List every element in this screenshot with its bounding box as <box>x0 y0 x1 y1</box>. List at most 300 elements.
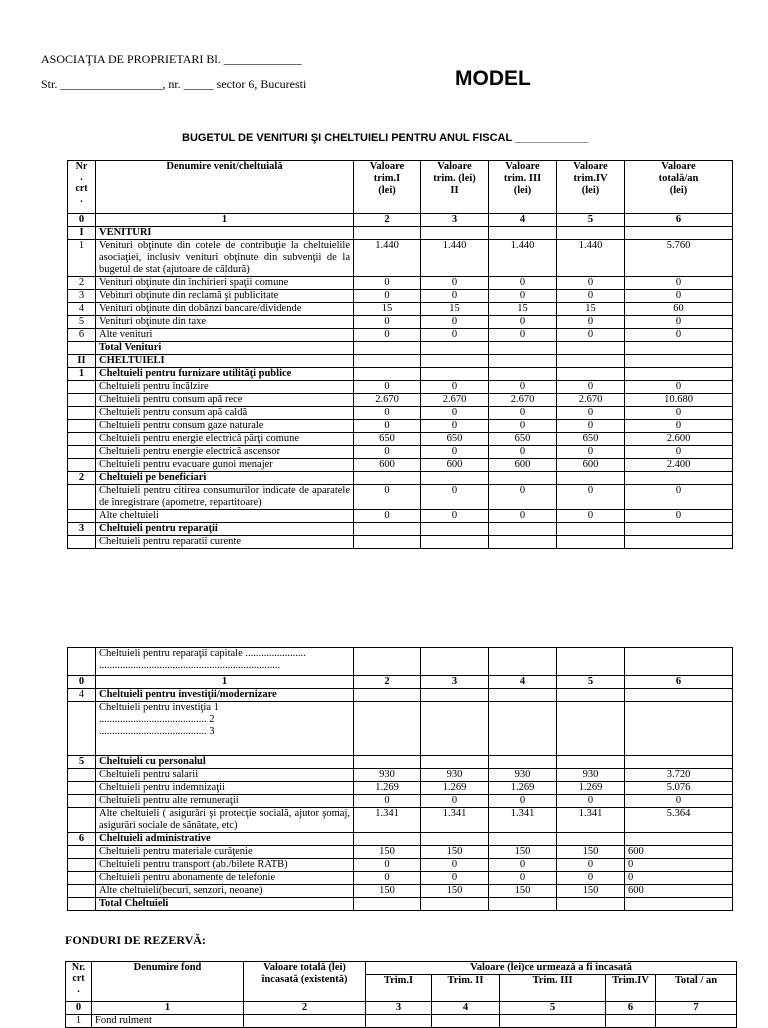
value-cell: 3.720 <box>625 769 733 782</box>
item-name: Venituri obţinute din dobânzi bancare/dividende <box>96 303 354 316</box>
header-q1: Valoare trim.I (lei) <box>354 161 421 214</box>
index-cell: 3 <box>366 1002 432 1015</box>
table-row <box>68 536 733 549</box>
nr-cell: 4 <box>68 303 96 316</box>
value-cell: 1.440 <box>354 240 421 277</box>
value-cell: 600 <box>489 459 557 472</box>
item-name: Alte cheltuieli(becuri, senzori, neoane) <box>96 885 354 898</box>
nr-cell: 1 <box>68 368 96 381</box>
table-row <box>68 689 733 702</box>
table-row <box>68 648 733 676</box>
value-cell: 930 <box>421 769 489 782</box>
funds-header-q1: Trim.I <box>366 975 432 1002</box>
funds-header-nr: Nr. crt . <box>66 962 92 1002</box>
value-cell: 0 <box>557 316 625 329</box>
index-cell: 5 <box>557 214 625 227</box>
value-cell: 1.341 <box>557 808 625 833</box>
value-cell: 650 <box>489 433 557 446</box>
value-cell: 5.364 <box>625 808 733 833</box>
nr-cell: 5 <box>68 756 96 769</box>
index-cell: 0 <box>66 1002 92 1015</box>
value-cell: 60 <box>625 303 733 316</box>
value-cell <box>625 689 733 702</box>
value-cell: 0 <box>557 859 625 872</box>
header-name: Denumire venit/cheltuială <box>96 161 354 214</box>
table-row <box>68 885 733 898</box>
value-cell <box>557 227 625 240</box>
funds-title: FONDURI DE REZERVĂ: <box>65 933 206 947</box>
value-cell: 0 <box>489 485 557 510</box>
item-name: Venituri obţinute din închirieri spaţii comune <box>96 277 354 290</box>
value-cell <box>557 472 625 485</box>
value-cell: 15 <box>557 303 625 316</box>
value-cell <box>354 756 421 769</box>
value-cell <box>354 536 421 549</box>
item-name: Cheltuieli administrative <box>96 833 354 846</box>
value-cell: 650 <box>557 433 625 446</box>
value-cell: 2.670 <box>421 394 489 407</box>
table-row <box>68 227 733 240</box>
value-cell <box>625 523 733 536</box>
value-cell <box>354 227 421 240</box>
value-cell <box>606 1015 656 1028</box>
value-cell <box>625 702 733 756</box>
value-cell: 0 <box>354 407 421 420</box>
value-cell <box>354 833 421 846</box>
value-cell: 150 <box>421 885 489 898</box>
value-cell <box>421 648 489 676</box>
item-name: Cheltuieli pentru abonamente de telefonie <box>96 872 354 885</box>
value-cell <box>489 368 557 381</box>
item-name: Cheltuieli pentru energie electrică părţi comune <box>96 433 354 446</box>
index-cell: 1 <box>92 1002 244 1015</box>
table-row <box>68 368 733 381</box>
nr-cell <box>68 536 96 549</box>
value-cell: 1.440 <box>489 240 557 277</box>
index-cell: 2 <box>354 214 421 227</box>
index-cell: 4 <box>489 214 557 227</box>
value-cell <box>625 898 733 911</box>
value-cell: 0 <box>421 872 489 885</box>
value-cell: 0 <box>421 446 489 459</box>
nr-cell: 2 <box>68 277 96 290</box>
index-cell: 4 <box>489 676 557 689</box>
nr-cell: 4 <box>68 689 96 702</box>
table-row <box>68 342 733 355</box>
value-cell <box>354 368 421 381</box>
value-cell: 600 <box>625 885 733 898</box>
value-cell: 0 <box>625 290 733 303</box>
value-cell <box>656 1015 737 1028</box>
value-cell: 1.440 <box>421 240 489 277</box>
value-cell <box>354 689 421 702</box>
value-cell: 150 <box>354 885 421 898</box>
value-cell: 0 <box>489 277 557 290</box>
nr-cell <box>68 702 96 756</box>
value-cell: 1.440 <box>557 240 625 277</box>
value-cell: 15 <box>489 303 557 316</box>
value-cell: 0 <box>557 420 625 433</box>
address-line: Str. _________________, nr. _____ sector 6, Bucuresti <box>41 77 307 91</box>
value-cell <box>421 523 489 536</box>
value-cell: 0 <box>354 290 421 303</box>
value-cell <box>354 355 421 368</box>
value-cell <box>354 898 421 911</box>
value-cell <box>421 898 489 911</box>
value-cell <box>489 227 557 240</box>
value-cell: 650 <box>354 433 421 446</box>
table-row <box>68 898 733 911</box>
value-cell: 1.269 <box>557 782 625 795</box>
index-cell: 0 <box>68 676 96 689</box>
value-cell <box>625 756 733 769</box>
index-cell: 6 <box>606 1002 656 1015</box>
investment-section-label: Cheltuieli pentru investiţii/modernizare <box>96 689 354 702</box>
value-cell <box>489 523 557 536</box>
value-cell: 0 <box>557 407 625 420</box>
value-cell <box>421 702 489 756</box>
value-cell <box>354 342 421 355</box>
value-cell: 5.760 <box>625 240 733 277</box>
value-cell <box>354 648 421 676</box>
nr-cell <box>68 433 96 446</box>
nr-cell <box>68 446 96 459</box>
item-name: Cheltuieli cu personalul <box>96 756 354 769</box>
value-cell <box>625 833 733 846</box>
nr-cell: II <box>68 355 96 368</box>
item-name: Alte cheltuieli ( asigurări şi protecţie socială, ajutor şomaj, asigurări sociale de sănătate, etc) <box>96 808 354 833</box>
index-cell: 1 <box>96 214 354 227</box>
table-row <box>68 702 733 756</box>
value-cell <box>421 355 489 368</box>
value-cell: 150 <box>421 846 489 859</box>
table-row <box>68 808 733 833</box>
value-cell <box>489 472 557 485</box>
budget-title: BUGETUL DE VENITURI ŞI CHELTUIELI PENTRU ANUL FISCAL ____________ <box>182 132 589 144</box>
value-cell: 0 <box>489 420 557 433</box>
value-cell <box>625 368 733 381</box>
value-cell: 1.341 <box>354 808 421 833</box>
item-name: Cheltuieli pentru reparaţii <box>96 523 354 536</box>
value-cell <box>557 689 625 702</box>
header-total: Valoare totală/an (lei) <box>625 161 733 214</box>
value-cell: 0 <box>625 329 733 342</box>
value-cell: 5.076 <box>625 782 733 795</box>
value-cell: 2.670 <box>557 394 625 407</box>
item-name: Venituri obţinute din cotele de contribuţie la cheltuielile asociaţiei, inclusiv venituri obţinute din subvenţii de la bugetul de stat (ajutoare de căldură) <box>96 240 354 277</box>
index-cell: 2 <box>244 1002 366 1015</box>
header-q3: Valoare trim. III (lei) <box>489 161 557 214</box>
value-cell: 2.400 <box>625 459 733 472</box>
nr-cell: 2 <box>68 472 96 485</box>
value-cell <box>432 1015 500 1028</box>
table-row <box>68 446 733 459</box>
value-cell: 0 <box>354 485 421 510</box>
value-cell: 0 <box>354 872 421 885</box>
value-cell: 0 <box>421 510 489 523</box>
value-cell <box>557 648 625 676</box>
value-cell: 930 <box>489 769 557 782</box>
value-cell: 1.341 <box>489 808 557 833</box>
value-cell: 0 <box>625 446 733 459</box>
funds-index-row <box>66 1002 737 1015</box>
nr-cell <box>68 510 96 523</box>
value-cell: 0 <box>557 872 625 885</box>
table-row <box>68 407 733 420</box>
value-cell <box>354 523 421 536</box>
value-cell <box>625 342 733 355</box>
index-cell: 6 <box>625 214 733 227</box>
value-cell <box>625 536 733 549</box>
value-cell <box>489 648 557 676</box>
item-name: Cheltuieli pentru indemnizaţii <box>96 782 354 795</box>
value-cell: 0 <box>421 329 489 342</box>
value-cell: 600 <box>625 846 733 859</box>
value-cell <box>557 756 625 769</box>
table-row <box>68 240 733 277</box>
nr-cell <box>68 795 96 808</box>
value-cell: 0 <box>557 446 625 459</box>
nr-cell: I <box>68 227 96 240</box>
value-cell: 0 <box>557 290 625 303</box>
item-name: Cheltuieli pentru încălzire <box>96 381 354 394</box>
value-cell: 0 <box>354 381 421 394</box>
table-row <box>68 833 733 846</box>
value-cell: 0 <box>354 420 421 433</box>
model-label: MODEL <box>455 67 531 90</box>
value-cell <box>421 756 489 769</box>
nr-cell <box>68 648 96 676</box>
table-row <box>68 329 733 342</box>
value-cell: 0 <box>625 420 733 433</box>
table-row <box>68 277 733 290</box>
item-name: VENITURI <box>96 227 354 240</box>
value-cell <box>421 689 489 702</box>
nr-cell <box>68 808 96 833</box>
value-cell <box>557 368 625 381</box>
value-cell <box>354 472 421 485</box>
table-row <box>68 859 733 872</box>
item-name: Alte cheltuieli <box>96 510 354 523</box>
value-cell <box>625 648 733 676</box>
index-cell: 4 <box>432 1002 500 1015</box>
header-nr-crt: Nr . crt . <box>68 161 96 214</box>
value-cell <box>500 1015 606 1028</box>
value-cell: 0 <box>354 795 421 808</box>
value-cell: 2.600 <box>625 433 733 446</box>
value-cell: 0 <box>489 329 557 342</box>
index-cell: 2 <box>354 676 421 689</box>
item-name: Total Cheltuieli <box>96 898 354 911</box>
value-cell <box>557 342 625 355</box>
nr-cell: 1 <box>68 240 96 277</box>
table-row <box>68 523 733 536</box>
value-cell: 0 <box>557 277 625 290</box>
value-cell: 150 <box>557 846 625 859</box>
value-cell: 2.670 <box>354 394 421 407</box>
value-cell: 0 <box>421 420 489 433</box>
capital-repairs-label: Cheltuieli pentru reparaţii capitale ....................... ..................................................................... <box>96 648 354 676</box>
value-cell: 0 <box>489 795 557 808</box>
value-cell <box>354 702 421 756</box>
value-cell: 150 <box>489 885 557 898</box>
index-cell: 5 <box>500 1002 606 1015</box>
value-cell: 10.680 <box>625 394 733 407</box>
nr-cell <box>68 769 96 782</box>
table-row <box>68 485 733 510</box>
value-cell <box>489 756 557 769</box>
value-cell <box>557 536 625 549</box>
table-row <box>68 290 733 303</box>
value-cell: 0 <box>625 485 733 510</box>
value-cell: 0 <box>489 381 557 394</box>
value-cell: 0 <box>625 510 733 523</box>
item-name: Venituri obţinute din taxe <box>96 316 354 329</box>
header-q4: Valoare trim.IV (lei) <box>557 161 625 214</box>
table-row <box>68 420 733 433</box>
value-cell <box>625 227 733 240</box>
nr-cell: 3 <box>68 290 96 303</box>
value-cell: 0 <box>625 795 733 808</box>
value-cell <box>489 702 557 756</box>
value-cell: 0 <box>489 872 557 885</box>
nr-cell: 6 <box>68 329 96 342</box>
association-line: ASOCIAŢIA DE PROPRIETARI Bl. _____________ <box>41 52 302 66</box>
table-row <box>68 303 733 316</box>
nr-cell <box>68 420 96 433</box>
table-row <box>68 872 733 885</box>
table-row <box>68 472 733 485</box>
item-name: Vebituri obţinute din reclamă şi publicitate <box>96 290 354 303</box>
value-cell <box>557 355 625 368</box>
value-cell <box>489 833 557 846</box>
investment-lines: Cheltuieli pentru investiţia 1 ......................................... 2 ......................................... 3 <box>96 702 354 756</box>
value-cell <box>421 472 489 485</box>
value-cell: 15 <box>421 303 489 316</box>
nr-cell: 5 <box>68 316 96 329</box>
value-cell <box>557 523 625 536</box>
index-cell: 7 <box>656 1002 737 1015</box>
item-name: Cheltuieli pentru salarii <box>96 769 354 782</box>
item-name: Cheltuieli pentru reparatii curente <box>96 536 354 549</box>
item-name: Cheltuieli pentru transport (ab./bilete RATB) <box>96 859 354 872</box>
value-cell: 930 <box>557 769 625 782</box>
value-cell <box>625 355 733 368</box>
table-row <box>66 1015 737 1028</box>
nr-cell <box>68 782 96 795</box>
header-q2: Valoare trim. (lei) II <box>421 161 489 214</box>
value-cell: 600 <box>557 459 625 472</box>
value-cell <box>421 833 489 846</box>
value-cell: 0 <box>354 510 421 523</box>
value-cell: 150 <box>354 846 421 859</box>
value-cell: 0 <box>557 485 625 510</box>
value-cell <box>421 227 489 240</box>
item-name: Cheltuieli pentru alte remuneraţii <box>96 795 354 808</box>
value-cell: 15 <box>354 303 421 316</box>
value-cell: 0 <box>557 329 625 342</box>
item-name: Cheltuieli pentru furnizare utilităţi publice <box>96 368 354 381</box>
value-cell: 150 <box>489 846 557 859</box>
value-cell <box>557 898 625 911</box>
value-cell: 930 <box>354 769 421 782</box>
nr-cell <box>68 898 96 911</box>
index-cell: 1 <box>96 676 354 689</box>
value-cell: 600 <box>421 459 489 472</box>
value-cell: 600 <box>354 459 421 472</box>
item-name: Cheltuieli pentru consum apă rece <box>96 394 354 407</box>
value-cell: 0 <box>557 381 625 394</box>
table-row <box>68 782 733 795</box>
value-cell <box>366 1015 432 1028</box>
fund-nr: 1 <box>66 1015 92 1028</box>
value-cell: 0 <box>421 290 489 303</box>
funds-header-total: Total / an <box>656 975 737 1002</box>
value-cell: 0 <box>354 329 421 342</box>
table-row <box>68 381 733 394</box>
index-cell: 6 <box>625 676 733 689</box>
nr-cell <box>68 885 96 898</box>
value-cell: 0 <box>625 872 733 885</box>
value-cell: 150 <box>557 885 625 898</box>
value-cell <box>557 702 625 756</box>
value-cell <box>489 342 557 355</box>
value-cell <box>421 536 489 549</box>
nr-cell <box>68 342 96 355</box>
nr-cell <box>68 846 96 859</box>
table-row <box>68 394 733 407</box>
value-cell: 1.341 <box>421 808 489 833</box>
value-cell: 0 <box>489 316 557 329</box>
item-name: Cheltuieli pe beneficiari <box>96 472 354 485</box>
item-name: CHELTUIELI <box>96 355 354 368</box>
nr-cell <box>68 859 96 872</box>
funds-header-total-collected: Valoare totală (lei) încasată (existentă) <box>244 962 366 1002</box>
table-row <box>68 756 733 769</box>
value-cell: 650 <box>421 433 489 446</box>
value-cell: 0 <box>557 510 625 523</box>
item-name: Cheltuieli pentru evacuare gunoi menajer <box>96 459 354 472</box>
value-cell <box>625 472 733 485</box>
table-row <box>68 510 733 523</box>
value-cell: 1.269 <box>354 782 421 795</box>
value-cell: 0 <box>421 859 489 872</box>
value-cell: 0 <box>489 859 557 872</box>
index-cell: 0 <box>68 214 96 227</box>
value-cell: 1.269 <box>421 782 489 795</box>
nr-cell <box>68 407 96 420</box>
value-cell: 0 <box>421 277 489 290</box>
index-row <box>68 676 733 689</box>
item-name: Cheltuieli pentru materiale curăţenie <box>96 846 354 859</box>
item-name: Cheltuieli pentru energie electrică ascensor <box>96 446 354 459</box>
value-cell <box>489 536 557 549</box>
index-row <box>68 214 733 227</box>
value-cell <box>557 833 625 846</box>
index-cell: 5 <box>557 676 625 689</box>
value-cell: 2.670 <box>489 394 557 407</box>
index-cell: 3 <box>421 676 489 689</box>
funds-header-row <box>66 962 737 975</box>
table-row <box>68 769 733 782</box>
nr-cell <box>68 872 96 885</box>
table-row <box>68 795 733 808</box>
item-name: Cheltuieli pentru consum gaze naturale <box>96 420 354 433</box>
value-cell <box>244 1015 366 1028</box>
value-cell <box>421 342 489 355</box>
value-cell: 0 <box>421 316 489 329</box>
value-cell: 0 <box>489 407 557 420</box>
